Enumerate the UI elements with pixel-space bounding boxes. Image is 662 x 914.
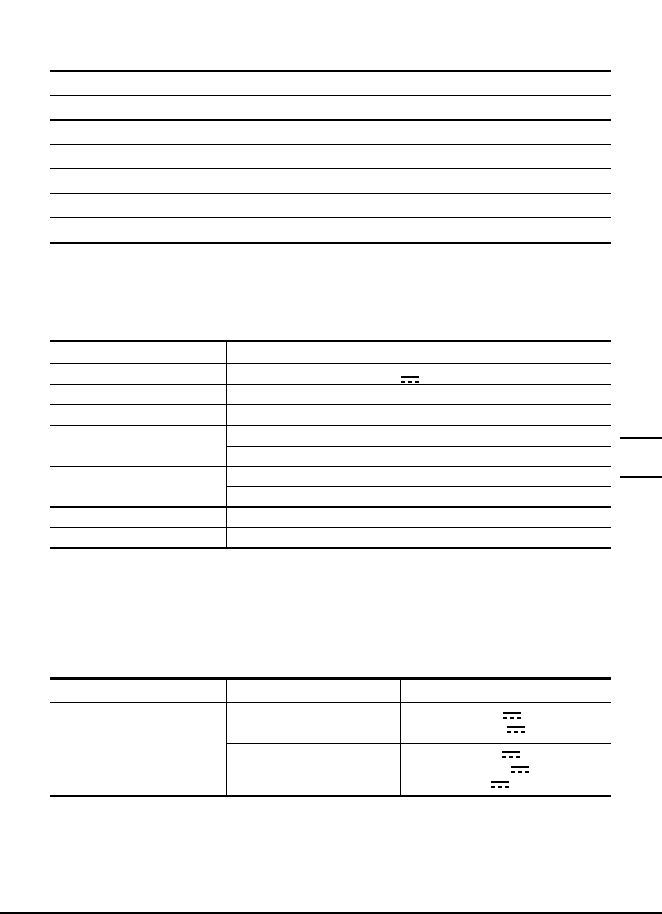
dc-symbol-icon [502,751,520,761]
table-2-subrow-divider [227,446,611,447]
dc-symbol-icon [511,766,529,776]
table-2-bottom-rule [50,547,611,549]
table-2-row-divider [50,425,611,426]
table-1-row-divider [50,193,611,194]
table-3-column-divider [226,680,227,795]
table-3-header-rule [50,702,611,703]
table-3-top-rule [50,677,611,680]
table-2-row-divider [50,384,611,385]
table-1-row-divider [50,144,611,145]
dc-symbol-icon [503,712,521,722]
table-1-row-divider [50,168,611,169]
dc-symbol-icon [491,781,509,791]
table-2-row-divider [50,363,611,364]
dc-symbol-icon [401,376,419,386]
table-2-subrow-divider [227,486,611,487]
table-2-row-divider [50,404,611,405]
table-3-column-divider [400,680,401,795]
dc-symbol-icon [507,726,525,736]
table-3-bottom-rule [50,795,611,797]
table-1-top-rule [50,70,611,72]
table-1-bottom-rule [50,242,611,244]
section-tab-rule-top [620,437,662,439]
table-1-header-rule [50,119,611,121]
table-2-row-divider-thick [50,506,611,508]
table-2-row-divider [50,527,611,528]
section-tab-rule-bottom [620,476,662,478]
table-2-row-divider [50,466,611,467]
table-1-row-divider [50,217,611,218]
table-2-top-rule [50,340,611,342]
table-2-column-divider [226,342,227,547]
table-3-subrow-divider [227,743,611,744]
table-1-row-divider [50,95,611,96]
